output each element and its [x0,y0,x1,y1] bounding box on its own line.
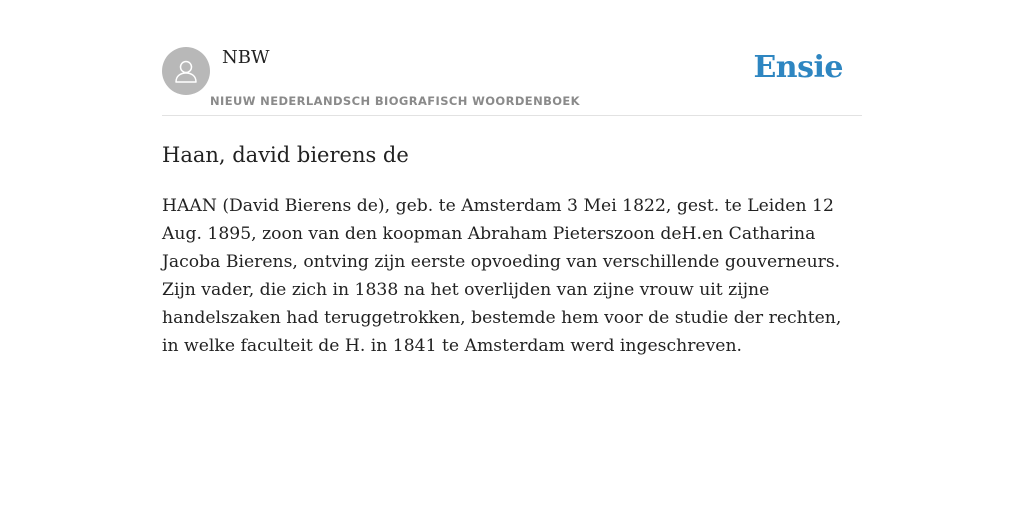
page-container [162,0,862,512]
article-title: Haan, david bierens de [162,143,409,167]
source-header [162,0,862,116]
avatar [162,47,210,95]
source-full-name[interactable]: NIEUW NEDERLANDSCH BIOGRAFISCH WOORDENBOEK [210,94,580,108]
article-body: HAAN (David Bierens de), geb. te Amsterdam 3 Mei 1822, gest. te Leiden 12 Aug. 1895, zoon van den koopman Abraham Pieterszoon deH.en Catharina Jacoba Bierens, ontving zijn eerste opvoeding van verschillende gouverneurs. Zijn vader, die zich in 1838 na het overlijden van zijne vrouw uit zijne handelszaken had teruggetrokken, bestemde hem voor de studie der rechten, in welke faculteit de H. in 1841 te Amsterdam werd ingeschreven. [162,196,842,356]
source-name[interactable]: NBW [222,47,270,68]
ensie-logo-link[interactable]: Ensie [753,50,843,85]
user-icon [172,57,200,85]
